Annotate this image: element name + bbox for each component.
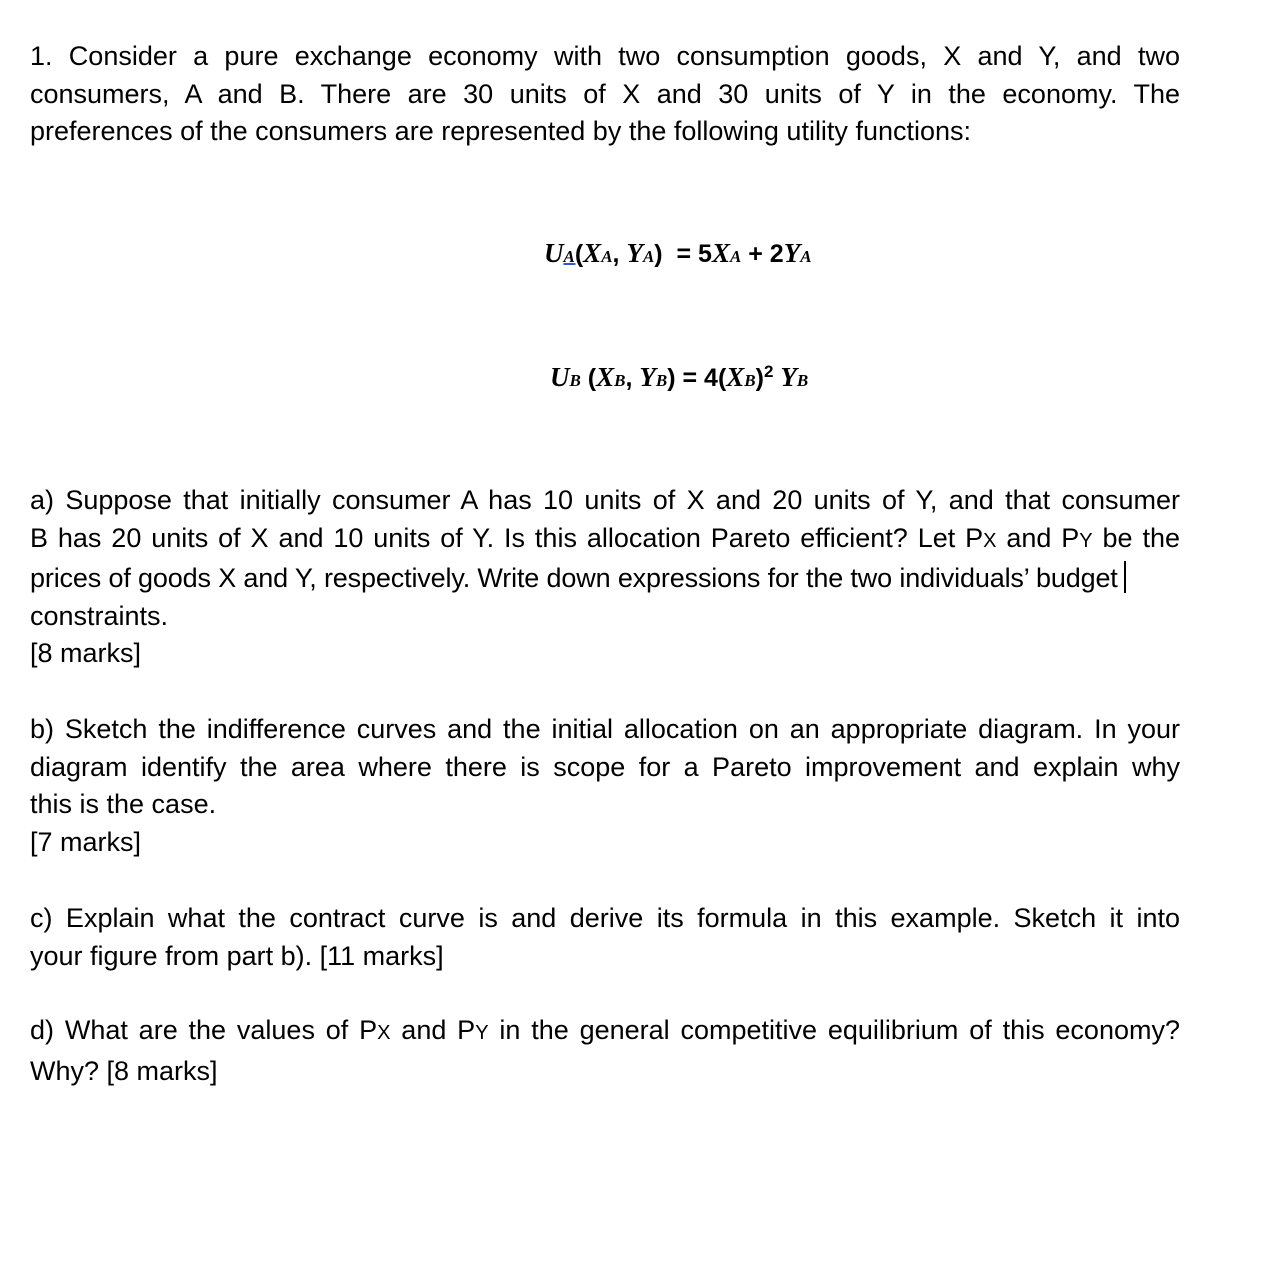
part-b-line-3: this is the case. [30,789,217,819]
intro-line-3: preferences of the consumers are represented by the following utility functions: [30,116,972,146]
part-c [30,900,1180,975]
part-a [30,482,1180,673]
part-a-line-2: B has 20 units of X and 10 units of Y. Is this allocation Pareto efficient? Let PX and PY be the [30,522,1180,553]
part-d [30,1012,1180,1090]
question-intro [30,38,1180,151]
part-d-line-2: Why? [8 marks] [30,1055,218,1086]
intro-line-2: consumers, A and B. There are 30 units of X and 30 units of Y in the economy. The [30,78,1180,109]
question-number: 1 [30,41,46,71]
part-c-line-1: c) Explain what the contract curve is and derive its formula in this example. Sketch it into [30,903,1180,933]
part-b-line-1: b) Sketch the indifference curves and the initial allocation on an appropriate diagram. In your [30,714,1180,744]
text-cursor [1124,561,1126,593]
part-a-marks: [8 marks] [30,638,142,668]
part-a-line-1: a) Suppose that initially consumer A has 10 units of X and 20 units of Y, and that consumer [30,485,1180,515]
utility-function-b: UB (XB, YB) = 4(XB)$^2$ YB [550,362,809,392]
part-c-line-2: your figure from part b). [11 marks] [30,940,444,971]
utility-function-a: UA(XA, YA) = 5XA + 2YA [544,238,812,268]
intro-line-1: 1. Consider a pure exchange economy with two consumption goods, X and Y, and two [30,41,1180,71]
part-b-marks: [7 marks] [30,826,142,857]
part-a-line-3: prices of goods X and Y, respectively. Write down expressions for the two individuals’ budget [30,560,1180,598]
part-d-line-1: d) What are the values of PX and PY in the general competitive equilibrium of this economy? [30,1015,1180,1045]
part-a-line-4: constraints. [30,600,169,631]
part-b [30,711,1180,861]
part-b-line-2: diagram identify the area where there is scope for a Pareto improvement and explain why [30,751,1180,782]
